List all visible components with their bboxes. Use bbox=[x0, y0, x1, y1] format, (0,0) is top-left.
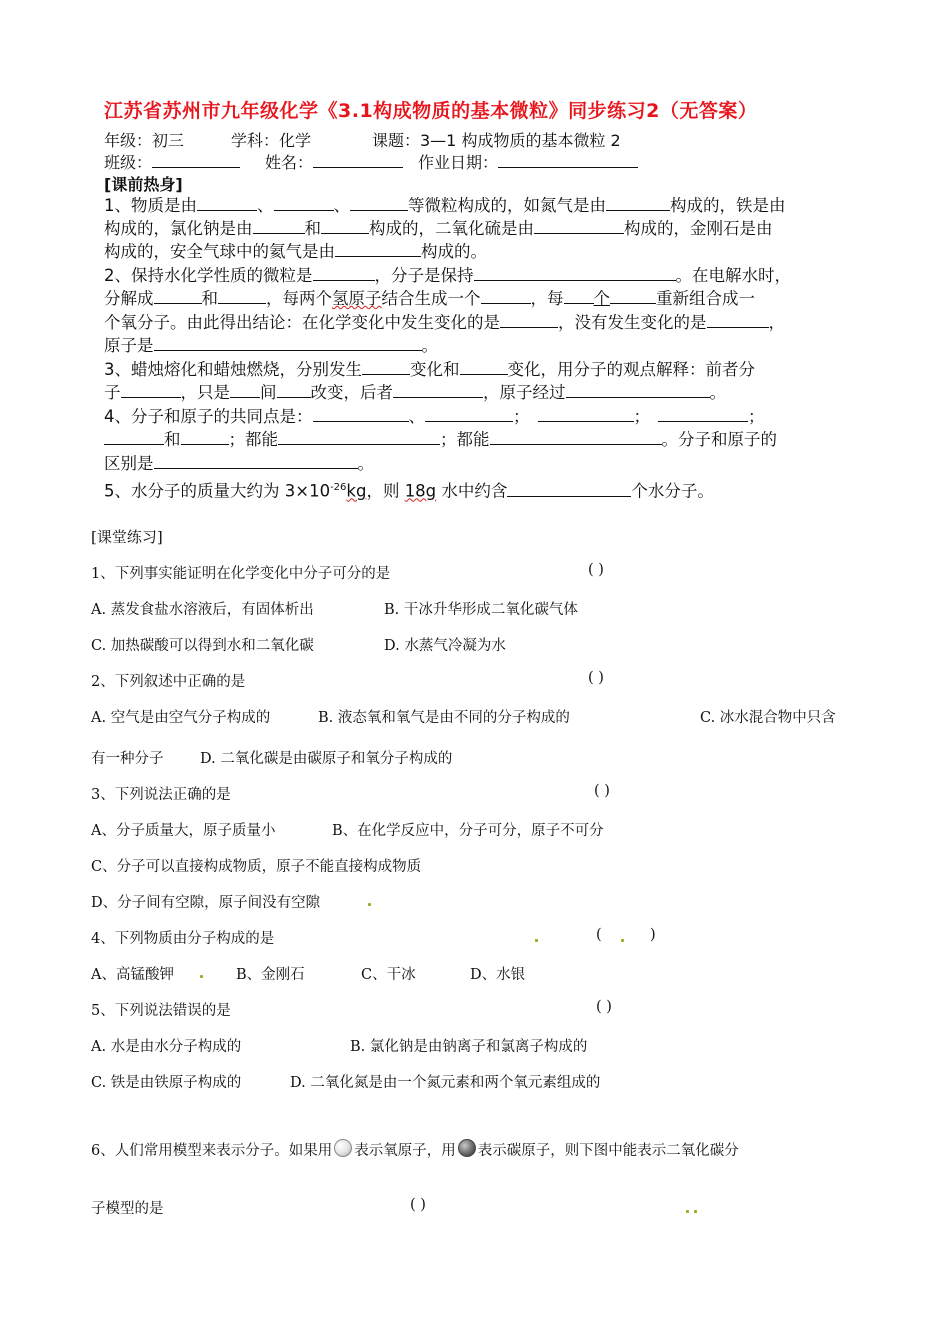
blank[interactable] bbox=[393, 381, 483, 398]
text: 和 bbox=[164, 430, 181, 449]
blank[interactable] bbox=[362, 358, 410, 375]
warmup-q1-line3 bbox=[104, 240, 487, 264]
stray-dot bbox=[694, 1210, 697, 1213]
classwork-heading: [课堂练习] bbox=[91, 528, 163, 546]
text: 水中约含 bbox=[436, 481, 508, 501]
warmup-q2-line1 bbox=[104, 264, 791, 288]
text: 表示碳原子，则下图中能表示二氧化碳分 bbox=[477, 1143, 739, 1159]
text: 个氧分子。由此得出结论：在化学变化中发生变化的是 bbox=[104, 313, 500, 332]
text: 。 bbox=[421, 336, 438, 355]
text: 5、水分子的质量大约为 3×10 bbox=[104, 481, 331, 501]
oxygen-atom-icon bbox=[334, 1139, 352, 1157]
text: 等微粒构成的，如氮气是由 bbox=[408, 196, 606, 215]
text: 4、分子和原子的共同点是： bbox=[104, 407, 313, 426]
q2-answer-paren[interactable]: ( ) bbox=[588, 670, 604, 686]
text: 构成的，安全气球中的氦气是由 bbox=[104, 242, 335, 261]
q3-answer-paren[interactable]: ( ) bbox=[594, 783, 610, 799]
stray-dot bbox=[686, 1210, 689, 1213]
text: 构成的，二氧化硫是由 bbox=[369, 219, 534, 238]
q4-option-a[interactable]: A、高锰酸钾 bbox=[91, 967, 174, 983]
header-grade: 年级：初三 bbox=[104, 131, 185, 150]
text: ；都能 bbox=[440, 430, 490, 449]
name-blank[interactable] bbox=[313, 151, 403, 168]
blank[interactable] bbox=[154, 287, 202, 304]
q4-option-b[interactable]: B、金刚石 bbox=[236, 967, 305, 983]
blank[interactable] bbox=[277, 381, 311, 398]
text: 重新组合成一 bbox=[656, 289, 755, 308]
text: 区别是 bbox=[104, 454, 154, 473]
q4-option-d[interactable]: D、水银 bbox=[470, 967, 526, 983]
stray-dot bbox=[535, 939, 538, 942]
header-subject: 学科：化学 bbox=[231, 131, 312, 150]
q4-answer-paren-right[interactable]: ) bbox=[650, 927, 656, 943]
unit: kg bbox=[346, 481, 367, 501]
blank[interactable] bbox=[658, 405, 748, 422]
text: 原子是 bbox=[104, 336, 154, 355]
warmup-q2-line4 bbox=[104, 334, 438, 358]
stray-dot bbox=[368, 903, 371, 906]
blank[interactable] bbox=[253, 217, 305, 234]
q5-option-c[interactable]: C. 铁是由铁原子构成的 bbox=[91, 1075, 242, 1091]
blank[interactable] bbox=[104, 428, 164, 445]
text: 构成的。 bbox=[421, 242, 487, 261]
class-blank[interactable] bbox=[152, 151, 240, 168]
text: 、 bbox=[408, 407, 425, 426]
blank[interactable] bbox=[481, 287, 531, 304]
text: ， bbox=[768, 313, 785, 332]
q4-answer-paren-left[interactable]: ( bbox=[596, 927, 602, 943]
q3-stem: 3、下列说法正确的是 bbox=[91, 787, 231, 803]
text: ，没有发生变化的是 bbox=[558, 313, 707, 332]
blank[interactable] bbox=[534, 217, 624, 234]
name-field bbox=[265, 150, 403, 173]
blank[interactable] bbox=[313, 405, 409, 422]
text: ；都能 bbox=[228, 430, 278, 449]
q1-answer-paren[interactable]: ( ) bbox=[588, 562, 604, 578]
text: 构成的，氯化钠是由 bbox=[104, 219, 253, 238]
blank[interactable] bbox=[278, 428, 440, 445]
blank[interactable] bbox=[121, 381, 181, 398]
q5-option-b[interactable]: B. 氯化钠是由钠离子和氯离子构成的 bbox=[350, 1039, 588, 1055]
q3-option-c[interactable]: C、分子可以直接构成物质，原子不能直接构成物质 bbox=[91, 859, 422, 875]
mass-value: 18g bbox=[404, 481, 437, 501]
text: 和 bbox=[201, 289, 218, 308]
q2-option-d[interactable]: D. 二氧化碳是由碳原子和氧分子构成的 bbox=[200, 751, 453, 767]
q5-option-d[interactable]: D. 二氧化氮是由一个氮元素和两个氧元素组成的 bbox=[290, 1075, 601, 1091]
q6-stem-line1 bbox=[91, 1139, 739, 1160]
class-label: 班级： bbox=[104, 153, 153, 172]
blank[interactable] bbox=[500, 311, 558, 328]
q4-stem: 4、下列物质由分子构成的是 bbox=[91, 931, 275, 947]
text: ； bbox=[513, 407, 530, 426]
warmup-q4-line1 bbox=[104, 405, 765, 429]
q6-stem-line2: 子模型的是 bbox=[91, 1201, 164, 1217]
q6-answer-paren[interactable]: ( ) bbox=[410, 1197, 426, 1213]
blank[interactable] bbox=[181, 428, 229, 445]
q1-option-b[interactable]: B. 干冰升华形成二氧化碳气体 bbox=[384, 602, 578, 618]
blank[interactable] bbox=[321, 217, 369, 234]
blank[interactable] bbox=[350, 194, 408, 211]
text: 。 bbox=[357, 454, 374, 473]
text: 3、蜡烛熔化和蜡烛燃烧，分别发生 bbox=[104, 360, 362, 379]
document-title: 江苏省苏州市九年级化学《3.1构成物质的基本微粒》同步练习2（无答案） bbox=[104, 100, 758, 122]
blank[interactable] bbox=[460, 358, 508, 375]
text: 个 bbox=[593, 289, 610, 308]
q2-option-b[interactable]: B. 液态氧和氧气是由不同的分子构成的 bbox=[318, 710, 570, 726]
text: 。分子和原子的 bbox=[661, 430, 777, 449]
q5-answer-paren[interactable]: ( ) bbox=[596, 999, 612, 1015]
blank[interactable] bbox=[566, 381, 710, 398]
blank[interactable] bbox=[274, 194, 334, 211]
date-label: 作业日期： bbox=[418, 153, 499, 172]
name-label: 姓名： bbox=[265, 153, 314, 172]
header-topic: 课题：3—1 构成物质的基本微粒 2 bbox=[372, 131, 621, 150]
text: 、 bbox=[333, 196, 350, 215]
warmup-q3-line1 bbox=[104, 358, 755, 382]
date-blank[interactable] bbox=[498, 151, 638, 168]
text: 1、物质是由 bbox=[104, 196, 197, 215]
q2-option-c-part1[interactable]: C. 冰水混合物中只含 bbox=[700, 710, 836, 726]
text: ，则 bbox=[366, 481, 405, 501]
q2-option-a[interactable]: A. 空气是由空气分子构成的 bbox=[91, 710, 271, 726]
text: 变化，用分子的观点解释：前者分 bbox=[507, 360, 755, 379]
carbon-atom-icon bbox=[458, 1139, 476, 1157]
warmup-q2-line3 bbox=[104, 311, 785, 335]
blank[interactable] bbox=[474, 264, 676, 281]
blank[interactable] bbox=[707, 311, 769, 328]
stray-dot bbox=[200, 975, 203, 978]
blank[interactable] bbox=[154, 452, 358, 469]
text: 结合生成一个 bbox=[381, 289, 481, 308]
warmup-q4-line3 bbox=[104, 452, 374, 476]
warmup-heading: [课前热身] bbox=[104, 175, 183, 194]
blank[interactable] bbox=[538, 405, 634, 422]
q5-option-a[interactable]: A. 水是由水分子构成的 bbox=[91, 1039, 242, 1055]
blank[interactable] bbox=[610, 287, 656, 304]
text: ，分子是保持 bbox=[374, 266, 474, 285]
blank[interactable] bbox=[490, 428, 662, 445]
stray-dot bbox=[621, 939, 624, 942]
q1-option-c[interactable]: C. 加热碳酸可以得到水和二氧化碳 bbox=[91, 638, 314, 654]
text: ，每 bbox=[530, 289, 564, 308]
warmup-q1-line1 bbox=[104, 194, 786, 218]
text: 和 bbox=[304, 219, 321, 238]
blank[interactable] bbox=[507, 480, 631, 497]
text: 表示氧原子，用 bbox=[354, 1143, 456, 1159]
warmup-q1-line2 bbox=[104, 217, 773, 241]
text: 个水分子。 bbox=[631, 481, 714, 501]
blank[interactable] bbox=[154, 334, 422, 351]
text: ； bbox=[748, 407, 765, 426]
text: 、 bbox=[257, 196, 274, 215]
class-field bbox=[104, 150, 240, 173]
warmup-q4-line2 bbox=[104, 428, 777, 452]
blank[interactable] bbox=[425, 405, 513, 422]
text: 改变，后者 bbox=[310, 383, 393, 402]
text: ，每两个 bbox=[266, 289, 332, 308]
q1-option-a[interactable]: A. 蒸发食盐水溶液后，有固体析出 bbox=[91, 602, 314, 618]
blank[interactable] bbox=[230, 381, 260, 398]
blank[interactable] bbox=[606, 194, 670, 211]
q3-option-a[interactable]: A、分子质量大，原子质量小 bbox=[91, 823, 276, 839]
q2-option-c-part2[interactable]: 有一种分子 bbox=[91, 751, 164, 767]
q3-option-b[interactable]: B、在化学反应中，分子可分，原子不可分 bbox=[332, 823, 604, 839]
warmup-q5 bbox=[104, 476, 714, 503]
q5-stem: 5、下列说法错误的是 bbox=[91, 1003, 231, 1019]
text: 子 bbox=[104, 383, 121, 402]
q1-option-d[interactable]: D. 水蒸气冷凝为水 bbox=[384, 638, 506, 654]
text: 氢原子 bbox=[332, 289, 382, 308]
text: 分解成 bbox=[104, 289, 154, 308]
text: 2、保持水化学性质的微粒是 bbox=[104, 266, 313, 285]
text: 6、人们常用模型来表示分子。如果用 bbox=[91, 1143, 333, 1159]
text: 间 bbox=[260, 383, 277, 402]
text: 构成的，铁是由 bbox=[670, 196, 786, 215]
blank[interactable] bbox=[197, 194, 257, 211]
text: 构成的，金刚石是由 bbox=[624, 219, 773, 238]
q1-stem: 1、下列事实能证明在化学变化中分子可分的是 bbox=[91, 566, 391, 582]
q3-option-d[interactable]: D、分子间有空隙，原子间没有空隙 bbox=[91, 895, 321, 911]
blank[interactable] bbox=[218, 287, 266, 304]
date-field bbox=[418, 150, 638, 173]
superscript: -26 bbox=[330, 482, 347, 493]
q4-option-c[interactable]: C、干冰 bbox=[361, 967, 416, 983]
text: ，原子经过 bbox=[483, 383, 566, 402]
blank[interactable] bbox=[313, 264, 375, 281]
text: ； bbox=[633, 407, 650, 426]
warmup-q3-line2 bbox=[104, 381, 726, 405]
text: 变化和 bbox=[410, 360, 460, 379]
q2-stem: 2、下列叙述中正确的是 bbox=[91, 674, 246, 690]
warmup-q2-line2 bbox=[104, 287, 755, 311]
blank[interactable] bbox=[564, 287, 594, 304]
blank[interactable] bbox=[335, 240, 421, 257]
text: 。 bbox=[709, 383, 726, 402]
text: ，只是 bbox=[180, 383, 230, 402]
text: 。在电解水时， bbox=[675, 266, 791, 285]
